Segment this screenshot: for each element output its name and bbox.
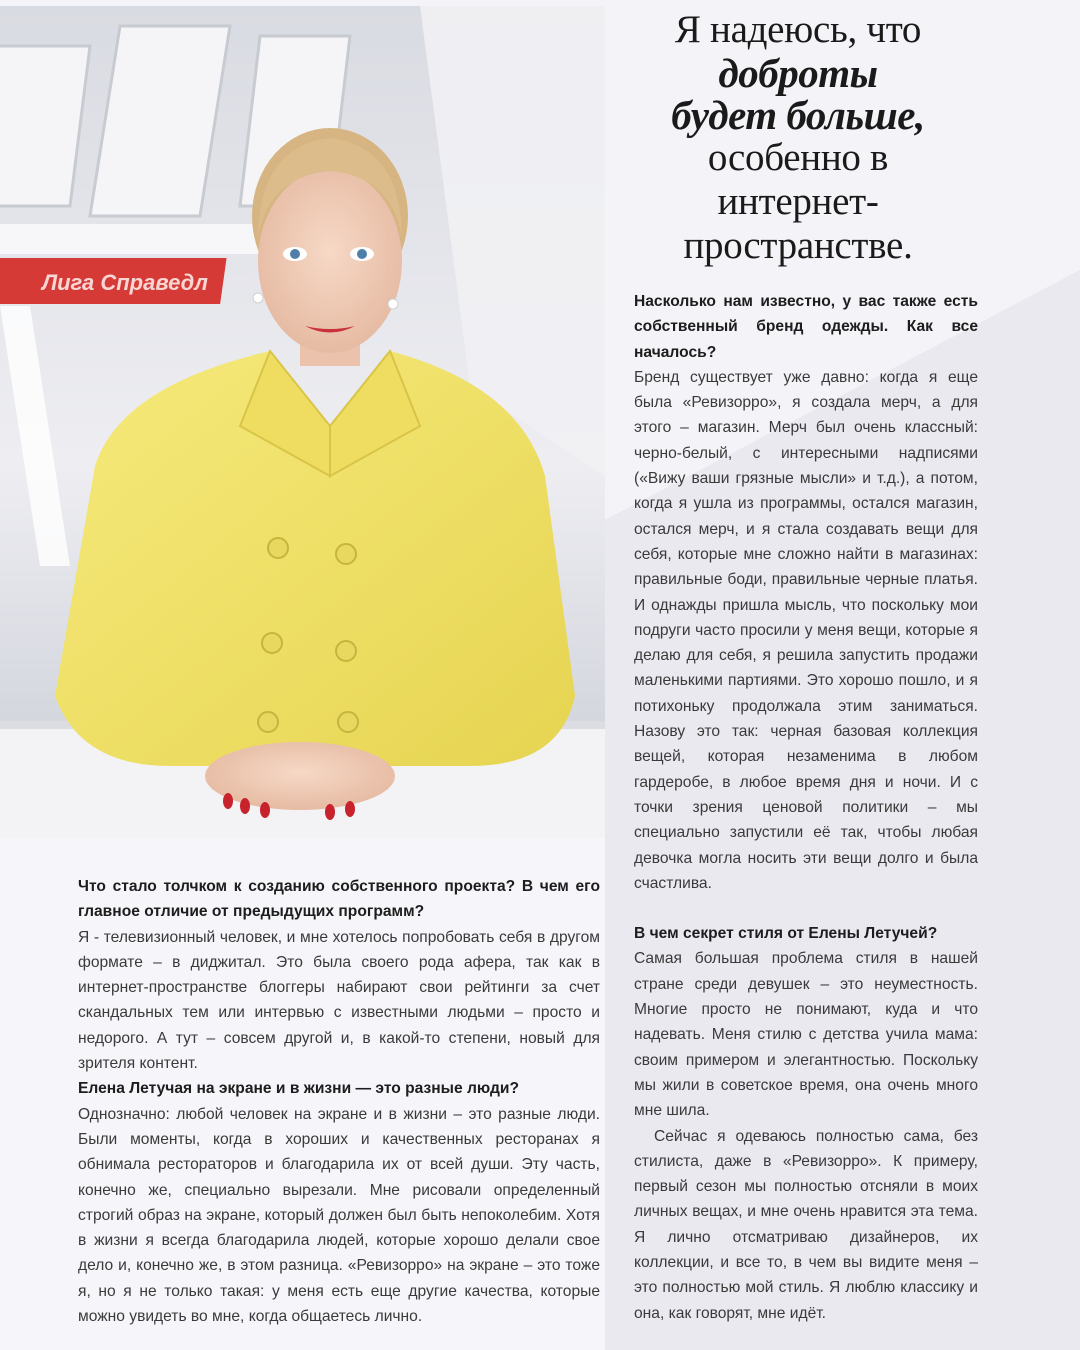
interview-answer: Бренд существует уже давно: когда я еще была «Ревизорро», я создала мерч, а для этого – магазин. Мерч был очень классный: черно-белый, с интересными надписями («Вижу ваши грязные мысли» и т.д.), а потом, когда я ушла из программы, остался магазин, остался мерч, и я стала создавать вещи для себя, которые мне сложно найти в магазинах: правильные боди, правильные черные платья. И однажды пришла мысль, что поскольку мои подруги часто просили у меня вещи, которые я делаю для себя, я решила запустить продажи маленькими партиями. Это хорошо пошло, и я потихоньку продолжала этим заниматься. Назову это так: черная базовая коллекция вещей, которая незаменима в любом гардеробе, в любое время дня и ночи. И с точки зрения ценовой политики – мы специально запустили её так, чтобы любая девочка могла носить эти вещи долго и была счастлива.	[634, 368, 978, 892]
quote-line: особенно в	[707, 136, 889, 179]
portrait-photo	[0, 6, 605, 838]
interview-answer: Самая большая проблема стиля в нашей стране среди девушек – это неуместность. Многие просто не понимают, куда и что надевать. Меня стилю с детства учила мама: своим примером и элегантностью. Поскольку мы жили в советское время, она очень много мне шила.	[634, 950, 978, 1120]
interview-question: Что стало толчком к созданию собственного проекта? В чем его главное отличие от предыдущих программ?	[78, 878, 600, 921]
quote-line: Я надеюсь, что	[674, 8, 922, 51]
sign-text: Лига Справедл	[42, 270, 208, 295]
right-text-column	[634, 289, 978, 1326]
quote-line: пространстве.	[683, 224, 913, 267]
quote-emphasis: доброты	[718, 50, 878, 96]
interview-answer: Сейчас я одеваюсь полностью сама, без стилиста, даже в «Ревизорро». К примеру, первый сезон мы полностью отсняли в моих личных вещах, и мне очень нравится эта тема. Я лично отсматриваю дизайнеров, их коллекции, и все то, в чем вы видите меня – это полностью мой стиль. Я люблю классику и она, как говорят, мне идёт.	[634, 1127, 978, 1322]
quote-line: интернет-	[717, 180, 879, 223]
interview-question: Елена Летучая на экране и в жизни — это разные люди?	[78, 1080, 520, 1098]
left-text-column	[78, 874, 600, 1329]
interview-question: Насколько нам известно, у вас также есть собственный бренд одежды. Как все началось?	[634, 293, 978, 361]
quote-emphasis: будет больше,	[671, 92, 925, 138]
interview-answer: Однозначно: любой человек на экране и в жизни – это разные люди. Были моменты, когда в хороших и качественных ресторанах я обнимала рестораторов и благодарила их от всей души. Эту часть, конечно же, специально вырезали. Мне рисовали определенный строгий образ на экране, который должен был быть непоколебим. Хотя в жизни я всегда благодарила людей, которые хорошо делали свое дело и, конечно же, в этом разница. «Ревизорро» на экране – это тоже я, но я не только такая: у меня есть еще другие качества, которые можно увидеть во мне, когда общаетесь лично.	[78, 1105, 600, 1326]
interview-question: В чем секрет стиля от Елены Летучей?	[634, 925, 938, 943]
interview-answer: Я - телевизионный человек, и мне хотелось попробовать себя в другом формате – в диджитал. Это была своего рода афера, так как в интернет-пространстве блоггеры набирают свои рейтинги за счет скандальных тем или интервью с известными людьми – просто и недорого. А тут – совсем другой и, в какой-то степени, новый для зрителя контент.	[78, 928, 600, 1073]
pull-quote	[628, 8, 968, 268]
show-sign	[0, 258, 227, 304]
